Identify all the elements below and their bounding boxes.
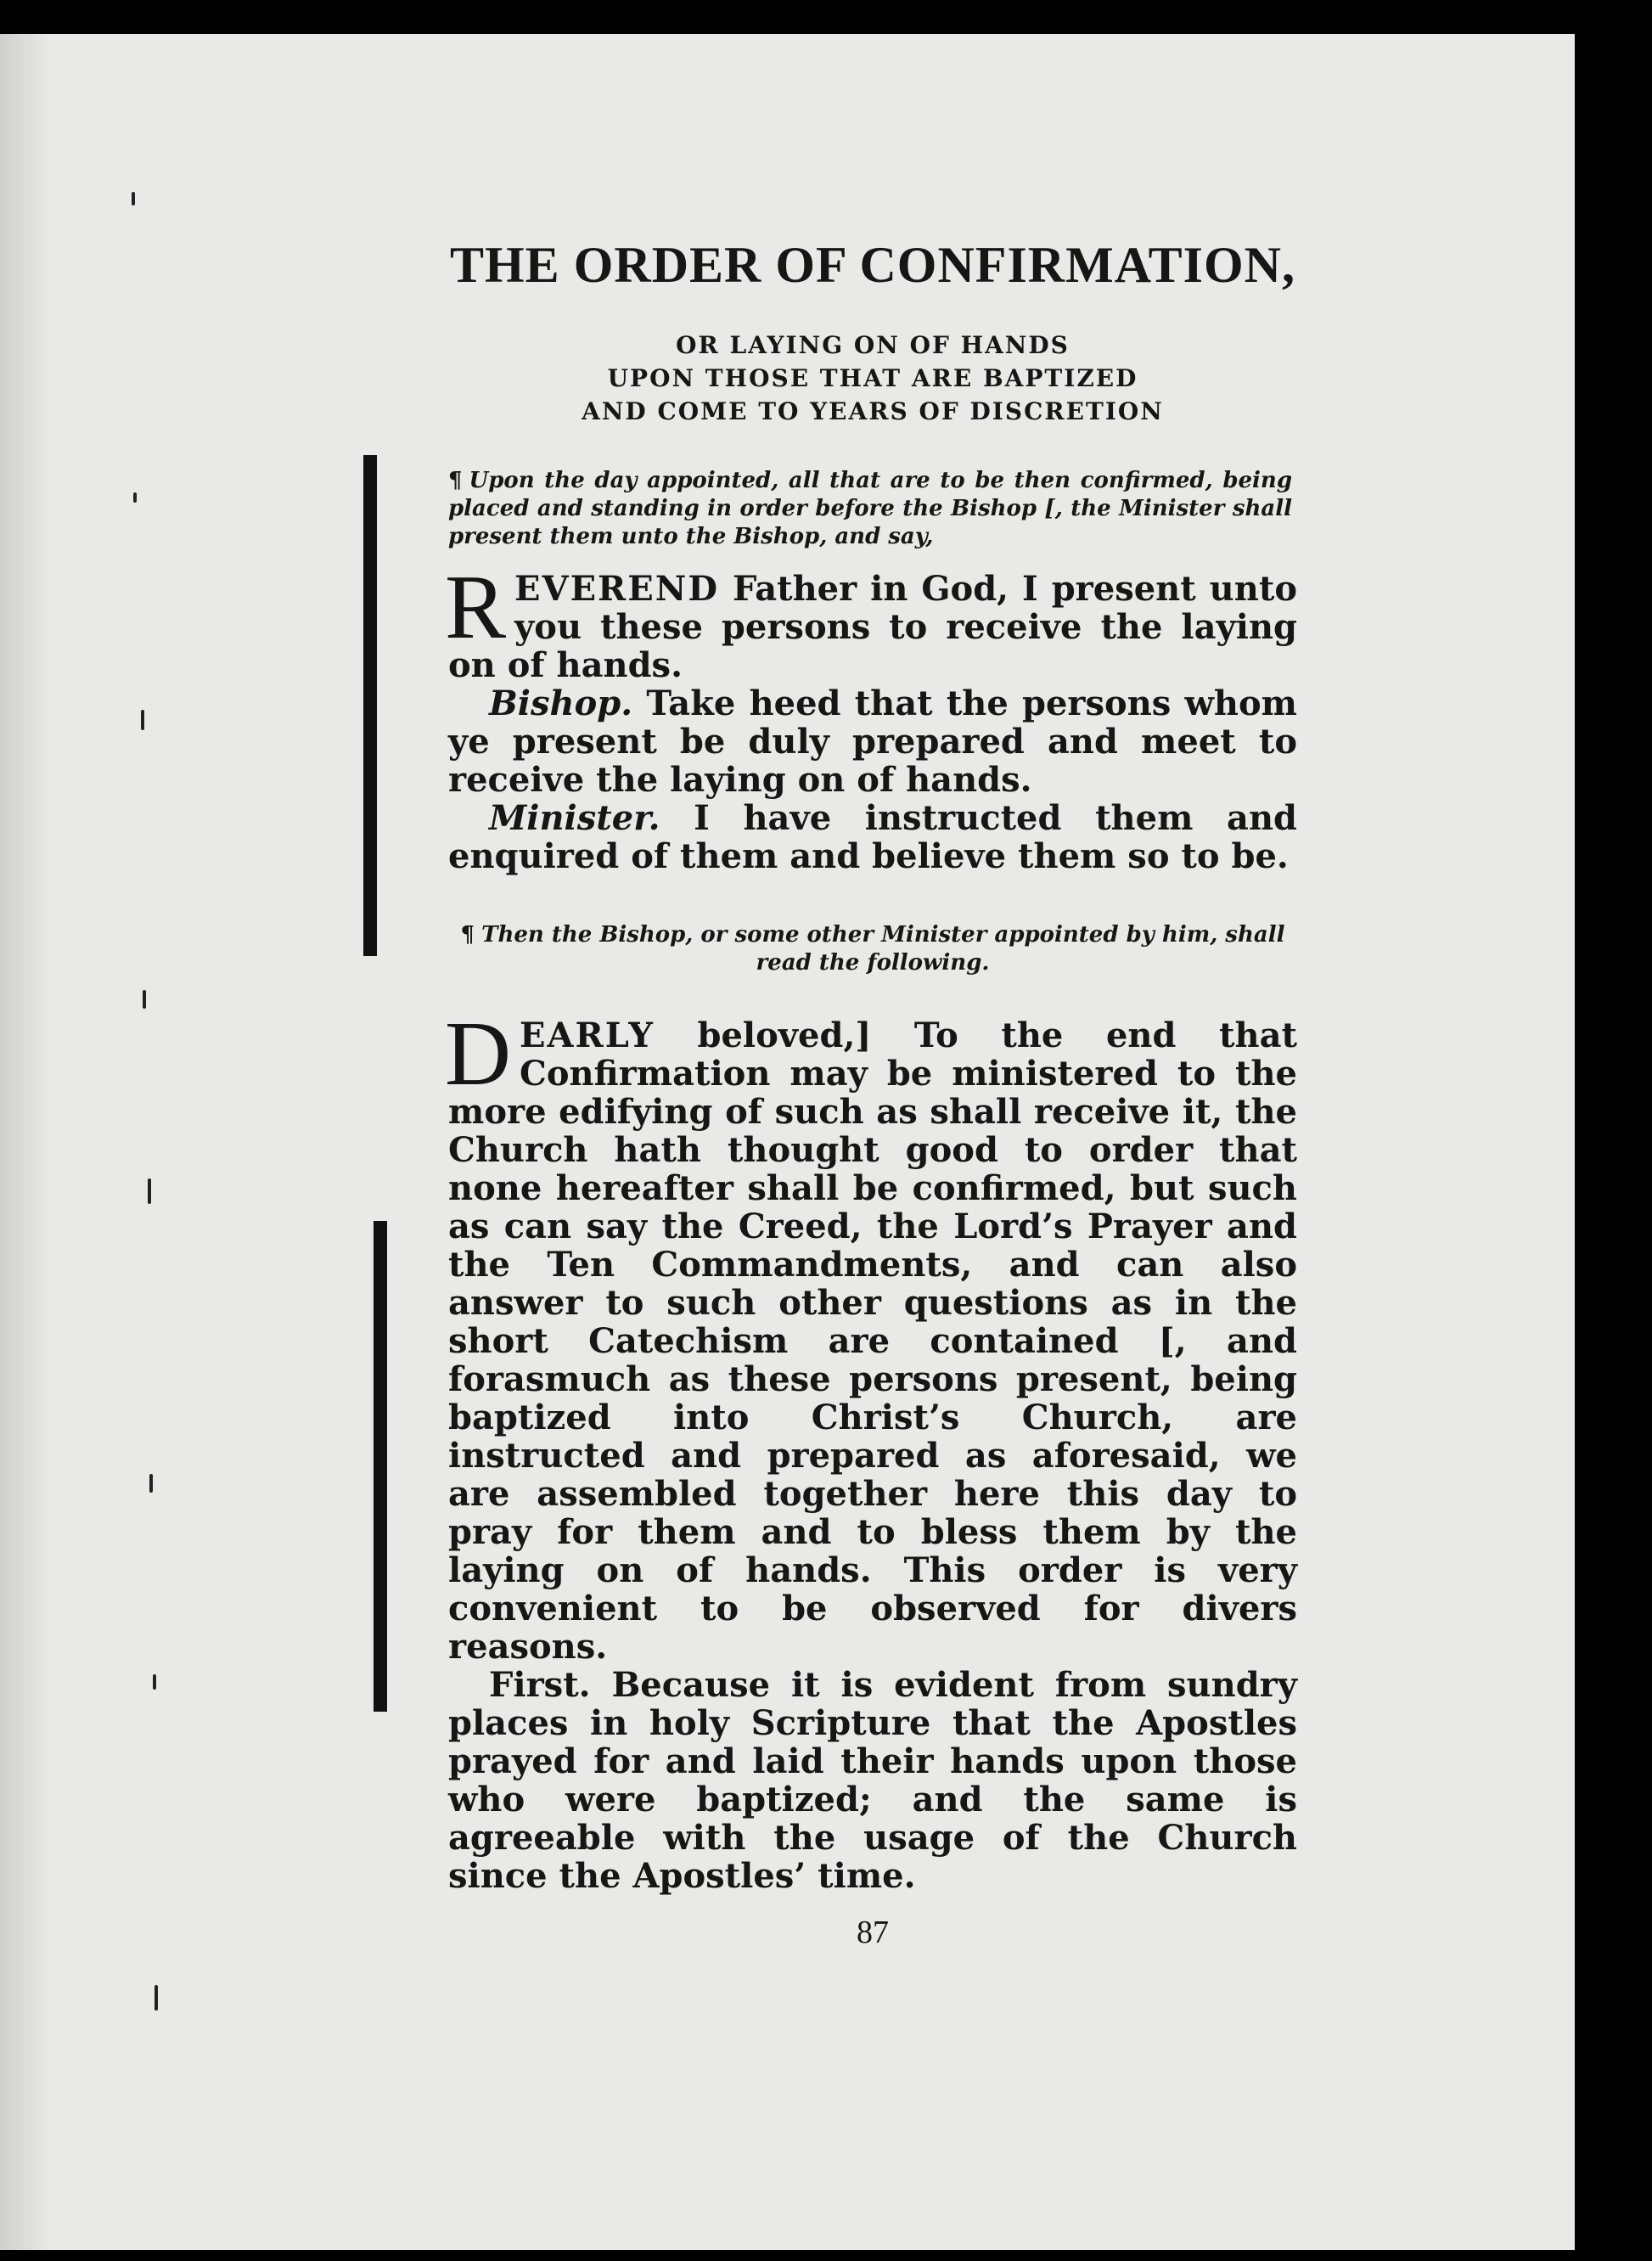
- book-page: [0, 34, 1575, 2250]
- subtitle-line: UPON THOSE THAT ARE BAPTIZED: [607, 364, 1138, 392]
- bishop-response: [448, 684, 1297, 799]
- rubric-reading: [448, 921, 1297, 977]
- presentation-paragraph: [445, 557, 1297, 685]
- binding-mark: [132, 192, 135, 205]
- binding-mark: [133, 492, 137, 503]
- subtitle-line: AND COME TO YEARS OF DISCRETION: [582, 397, 1164, 425]
- speaker-label: Minister.: [489, 798, 660, 838]
- binding-mark: [143, 990, 146, 1009]
- first-reason-paragraph: [448, 1666, 1297, 1895]
- binding-mark: [141, 710, 144, 730]
- binding-mark: [149, 1474, 153, 1493]
- lead-word: EARLY: [520, 1015, 655, 1055]
- page-subtitle: [448, 329, 1297, 428]
- paragraph-text: Father in God, I present unto you these persons to receive the laying on of hands.: [448, 569, 1297, 685]
- rubric-text: Upon the day appointed, all that are to be then confirmed, being placed and standing in order before the Bishop [, the Minister shall present them unto the Bishop, and say,: [448, 468, 1292, 549]
- margin-change-bar: [374, 1221, 387, 1712]
- minister-response: [448, 799, 1297, 875]
- rubric-presentation: [448, 467, 1292, 551]
- reason-label: First.: [489, 1665, 591, 1705]
- gutter-shadow: [0, 34, 51, 2250]
- binding-mark: [155, 1985, 158, 2011]
- pilcrow-mark: ¶: [460, 922, 475, 948]
- paragraph-text: beloved,] To the end that Confirmation may be ministered to the more edifying of such as shall receive it, the Church hath thought good to order that none hereafter shall be confirmed, but such as can say the Creed, the Lord’s Prayer and the Ten Commandments, and can also answer to such other questions as in the short Catechism are contained [, and forasmuch as these persons present, being baptized into Christ’s Church, are instructed and prepared as aforesaid, we are assembled together here this day to pray for them and to bless them by the laying on of hands. This order is very convenient to be observed for divers reasons.: [448, 1015, 1297, 1667]
- paragraph-text: Take heed that the persons whom ye present be duly prepared and meet to receive the laying on of hands.: [448, 683, 1297, 800]
- page-title: THE ORDER OF CONFIRMATION,: [449, 237, 1296, 293]
- exhortation-paragraph: [445, 1004, 1297, 1667]
- speaker-label: Bishop.: [489, 683, 633, 723]
- margin-change-bar: [363, 455, 377, 956]
- pilcrow-mark: ¶: [448, 468, 463, 493]
- paragraph-text: I have instructed them and enquired of them and believe them so to be.: [448, 798, 1297, 876]
- subtitle-line: OR LAYING ON OF HANDS: [676, 331, 1070, 359]
- lead-word: EVEREND: [514, 569, 720, 609]
- rubric-text: Then the Bishop, or some other Minister appointed by him, shall read the following.: [481, 922, 1285, 976]
- binding-mark: [148, 1178, 151, 1204]
- page-number: 87: [857, 1915, 889, 1950]
- page-text-block: [445, 204, 1297, 1951]
- paragraph-text: Because it is evident from sundry places in holy Scripture that the Apostles prayed for and laid their hands upon those who were baptized; and the same is agreeable with the usage of the Church since the Apostles’ time.: [448, 1665, 1297, 1896]
- drop-cap: D: [445, 1004, 511, 1105]
- drop-cap: R: [445, 557, 507, 658]
- binding-mark: [153, 1674, 156, 1690]
